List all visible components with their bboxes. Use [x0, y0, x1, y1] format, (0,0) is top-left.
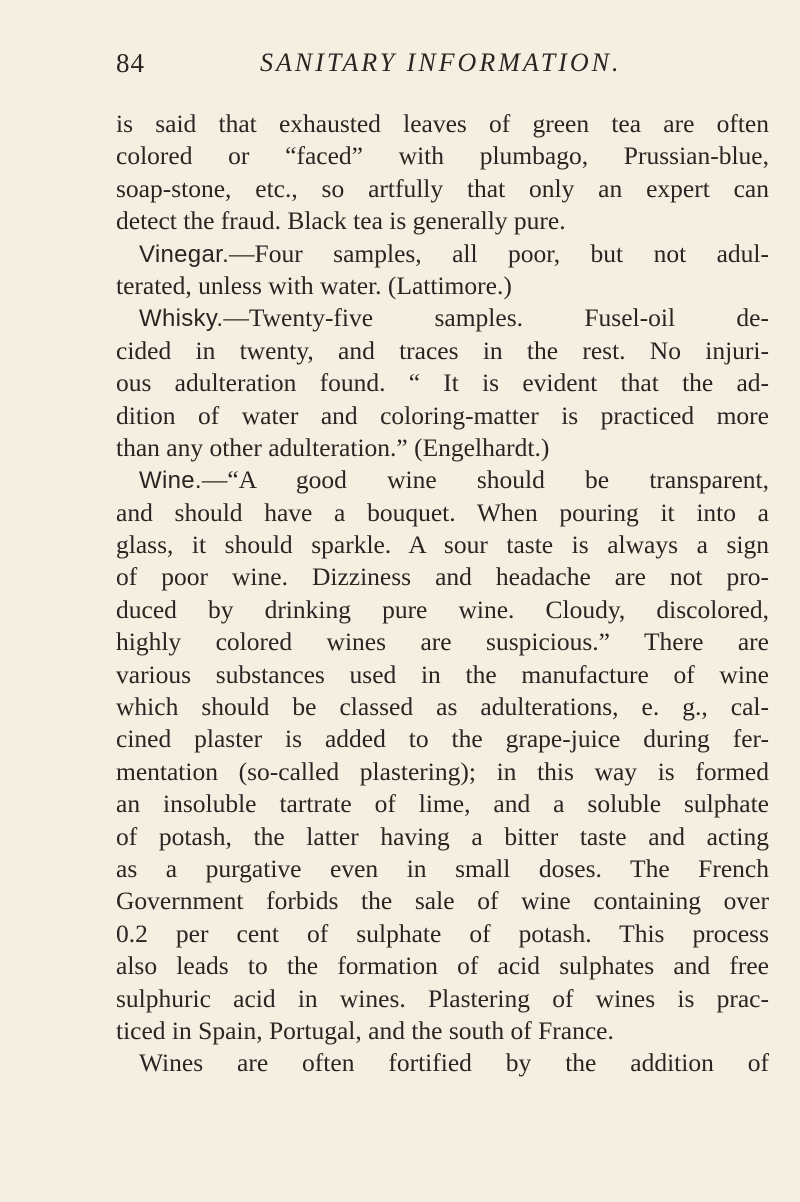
- line-text: terated, unless with water. (Lattimore.): [116, 270, 512, 300]
- text-line: [116, 497, 769, 529]
- line-text: colored or “faced” with plumbago, Prussian-blue,: [116, 141, 769, 171]
- text-line: [116, 885, 769, 917]
- line-text: soap-stone, etc., so artfully that only an expert can: [116, 173, 769, 203]
- text-line: [116, 140, 769, 172]
- text-line: [116, 367, 769, 399]
- text-line: [116, 561, 769, 593]
- text-line: [116, 691, 769, 723]
- text-line: [116, 918, 769, 950]
- text-line: [116, 173, 769, 205]
- line-text: Government forbids the sale of wine containing over: [116, 886, 769, 916]
- text-line: [116, 302, 769, 334]
- text-line: [116, 238, 769, 270]
- line-text: glass, it should sparkle. A sour taste is always a sign: [116, 530, 769, 560]
- line-text: of potash, the latter having a bitter taste and acting: [116, 821, 769, 851]
- text-line: [116, 723, 769, 755]
- line-text: an insoluble tartrate of lime, and a soluble sulphate: [116, 789, 769, 819]
- line-text: as a purgative even in small doses. The French: [116, 853, 769, 883]
- text-line: [116, 108, 769, 140]
- text-line: [116, 983, 769, 1015]
- line-text: also leads to the formation of acid sulphates and free: [116, 951, 769, 981]
- text-line: [116, 270, 769, 302]
- line-text: of poor wine. Dizziness and headache are not pro-: [116, 562, 769, 592]
- section-heading: Vinegar.: [139, 240, 230, 268]
- page-number: 84: [116, 48, 145, 78]
- line-text: mentation (so-called plastering); in this way is formed: [116, 756, 769, 786]
- line-text: and should have a bouquet. When pouring it into a: [116, 497, 769, 527]
- text-line: [116, 659, 769, 691]
- text-line: [116, 594, 769, 626]
- line-text: cined plaster is added to the grape-juice during fer-: [116, 724, 769, 754]
- body-text: [116, 108, 769, 1080]
- text-line: [116, 1047, 769, 1079]
- text-line: [116, 821, 769, 853]
- line-text: cided in twenty, and traces in the rest. No injuri-: [116, 335, 769, 365]
- line-text: which should be classed as adulterations, e. g., cal-: [116, 692, 769, 722]
- section-heading: Wine.: [139, 467, 202, 495]
- text-line: [116, 1015, 769, 1047]
- line-text: —Twenty-five samples. Fusel-oil de-: [223, 303, 769, 333]
- line-text: Wines are often fortified by the addition of: [139, 1048, 769, 1078]
- text-line: [116, 432, 769, 464]
- line-text: ous adulteration found. “ It is evident that the ad-: [116, 368, 769, 398]
- text-line: [116, 464, 769, 496]
- text-line: [116, 626, 769, 658]
- page-header: [116, 48, 766, 84]
- text-line: [116, 205, 769, 237]
- line-text: highly colored wines are suspicious.” There are: [116, 627, 769, 657]
- line-text: 0.2 per cent of sulphate of potash. This process: [116, 918, 769, 948]
- text-line: [116, 529, 769, 561]
- text-line: [116, 756, 769, 788]
- running-title: SANITARY INFORMATION.: [260, 48, 622, 77]
- section-heading: Whisky.: [139, 305, 224, 333]
- line-text: detect the fraud. Black tea is generally pure.: [116, 206, 566, 236]
- line-text: duced by drinking pure wine. Cloudy, discolored,: [116, 594, 769, 624]
- line-text: is said that exhausted leaves of green tea are often: [116, 109, 769, 138]
- text-line: [116, 950, 769, 982]
- text-line: [116, 335, 769, 367]
- line-text: sulphuric acid in wines. Plastering of wines is prac-: [116, 983, 769, 1013]
- line-text: various substances used in the manufacture of wine: [116, 659, 769, 689]
- line-text: —Four samples, all poor, but not adul-: [229, 238, 769, 268]
- line-text: ticed in Spain, Portugal, and the south of France.: [116, 1015, 614, 1045]
- text-line: [116, 853, 769, 885]
- line-text: than any other adulteration.” (Engelhardt.): [116, 432, 550, 462]
- text-line: [116, 788, 769, 820]
- text-line: [116, 400, 769, 432]
- line-text: —“A good wine should be transparent,: [201, 465, 769, 495]
- line-text: dition of water and coloring-matter is practiced more: [116, 400, 769, 430]
